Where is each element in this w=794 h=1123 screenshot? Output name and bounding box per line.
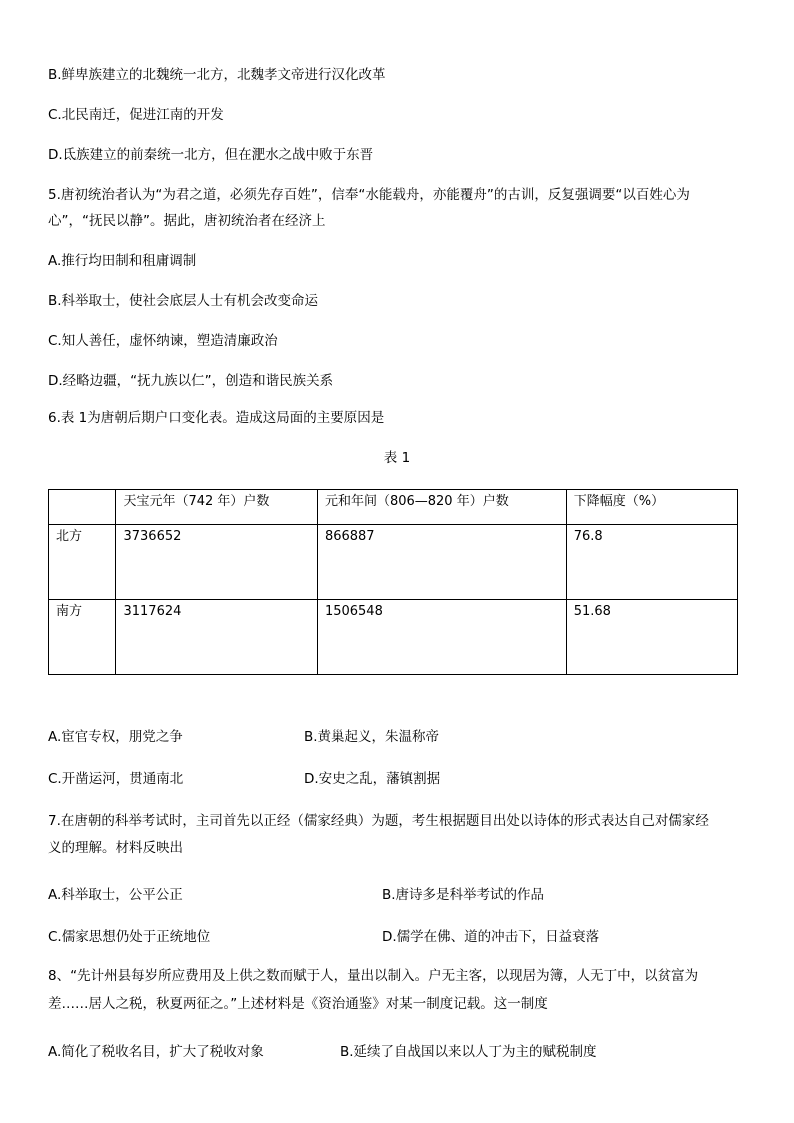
q6-stem: 6.表 1为唐朝后期户口变化表。造成这局面的主要原因是 xyxy=(48,410,385,426)
q8-stem-line2: 差……居人之税，秋夏两征之。”上述材料是《资治通鉴》对某一制度记载。这一制度 xyxy=(48,996,548,1012)
q7-stem-line1: 7.在唐朝的科举考试时，主司首先以正经（儒家经典）为题，考生根据题目出处以诗体的形式表达自己对儒家经 xyxy=(48,813,709,829)
q5-stem-line1: 5.唐初统治者认为“为君之道，必须先存百姓”，信奉“水能载舟，亦能覆舟”的古训，反复强调要“以百姓心为 xyxy=(48,187,690,203)
q7-option-b: B.唐诗多是科举考试的作品 xyxy=(382,887,545,903)
q4-option-d: D.氐族建立的前秦统一北方，但在淝水之战中败于东晋 xyxy=(48,147,374,163)
q8-option-a: A.简化了税收名目，扩大了税收对象 xyxy=(48,1044,264,1060)
household-table xyxy=(48,489,738,675)
table-cell-region: 南方 xyxy=(49,600,116,675)
q5-option-b: B.科举取士，使社会底层人士有机会改变命运 xyxy=(48,293,319,309)
q6-option-a: A.宦官专权，朋党之争 xyxy=(48,729,183,745)
q5-stem-line2: 心”，“抚民以静”。据此，唐初统治者在经济上 xyxy=(48,213,326,229)
table-cell-region: 北方 xyxy=(49,525,116,600)
q5-option-d: D.经略边疆，“抚九族以仁”，创造和谐民族关系 xyxy=(48,373,334,389)
q4-option-c: C.北民南迁，促进江南的开发 xyxy=(48,107,224,123)
table-header-cell: 元和年间（806—820 年）户数 xyxy=(317,490,566,525)
table-header-cell: 下降幅度（%） xyxy=(566,490,737,525)
table-row xyxy=(49,600,738,675)
q7-option-d: D.儒学在佛、道的冲击下，日益衰落 xyxy=(382,929,600,945)
q5-option-c: C.知人善任，虚怀纳谏，塑造清廉政治 xyxy=(48,333,278,349)
table-cell: 76.8 xyxy=(566,525,737,600)
q7-option-c: C.儒家思想仍处于正统地位 xyxy=(48,929,211,945)
table-header-cell xyxy=(49,490,116,525)
q8-option-b: B.延续了自战国以来以人丁为主的赋税制度 xyxy=(340,1044,597,1060)
table-cell: 51.68 xyxy=(566,600,737,675)
table-caption: 表 1 xyxy=(383,450,411,466)
table-header-cell: 天宝元年（742 年）户数 xyxy=(116,490,317,525)
q6-option-c: C.开凿运河，贯通南北 xyxy=(48,771,184,787)
table-cell: 3117624 xyxy=(116,600,317,675)
q6-option-b: B.黄巢起义，朱温称帝 xyxy=(304,729,440,745)
table-header-row xyxy=(49,490,738,525)
q8-stem-line1: 8、“先计州县每岁所应费用及上供之数而赋于人，量出以制入。户无主客，以现居为簿，人无丁中，以贫富为 xyxy=(48,968,699,984)
table-cell: 1506548 xyxy=(317,600,566,675)
table-row xyxy=(49,525,738,600)
q4-option-b: B.鲜卑族建立的北魏统一北方，北魏孝文帝进行汉化改革 xyxy=(48,67,386,83)
q7-option-a: A.科举取士，公平公正 xyxy=(48,887,183,903)
q7-stem-line2: 义的理解。材料反映出 xyxy=(48,840,183,856)
q6-option-d: D.安史之乱，藩镇割据 xyxy=(304,771,441,787)
q5-option-a: A.推行均田制和租庸调制 xyxy=(48,253,197,269)
table-cell: 3736652 xyxy=(116,525,317,600)
table-cell: 866887 xyxy=(317,525,566,600)
